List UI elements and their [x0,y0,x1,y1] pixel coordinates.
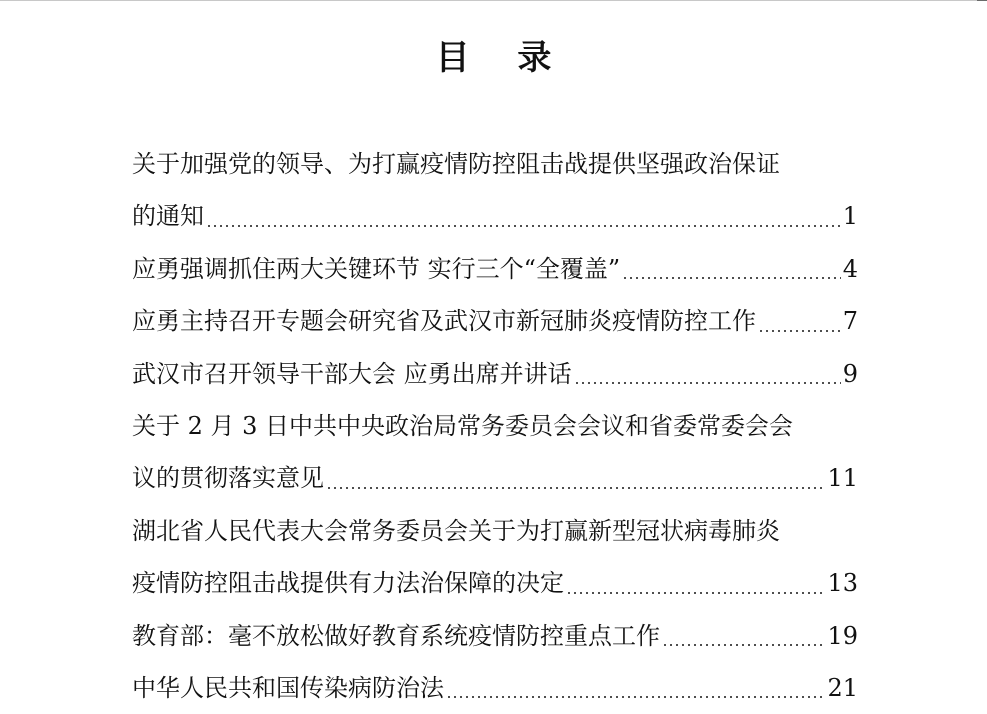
table-of-contents [132,138,858,714]
toc-entry-title: 中华人民共和国传染病防治法 [132,673,444,702]
page-corner-mark [977,0,987,1]
dot-leader [574,382,841,384]
toc-entry-title-line: 关于 2 月 3 日中共中央政治局常务委员会会议和省委常委会会 [132,411,794,440]
dot-leader [758,330,841,332]
toc-entry-title: 应勇主持召开专题会研究省及武汉市新冠肺炎疫情防控工作 [132,307,756,336]
toc-entry-last-line [132,557,858,609]
toc-entry[interactable] [132,348,858,400]
toc-page-number: 19 [827,621,858,650]
toc-entry-title: 武汉市召开领导干部大会 应勇出席并讲话 [132,359,572,388]
toc-entry[interactable] [132,662,858,714]
toc-page-number: 7 [842,307,858,336]
toc-entry-title-tail: 议的贯彻落实意见 [132,464,324,493]
dot-leader [206,225,841,227]
toc-entry-last-line [132,243,858,295]
dot-leader [566,592,825,594]
toc-entry-last-line [132,190,858,242]
toc-entry-last-line [132,295,858,347]
page-title: 目 录 [435,38,570,78]
toc-entry-title-tail: 疫情防控阻击战提供有力法治保障的决定 [132,569,564,598]
toc-entry[interactable] [132,400,858,505]
toc-entry[interactable] [132,243,858,295]
toc-page-number: 9 [842,359,858,388]
toc-entry-last-line [132,662,858,714]
toc-entry-last-line [132,348,858,400]
dot-leader [622,277,841,279]
page-top-border [0,0,987,1]
toc-entry[interactable] [132,138,858,243]
toc-entry-title-line: 湖北省人民代表大会常务委员会关于为打赢新型冠状病毒肺炎 [132,516,780,545]
toc-entry-title: 教育部：毫不放松做好教育系统疫情防控重点工作 [132,621,660,650]
toc-entry[interactable] [132,295,858,347]
dot-leader [326,487,825,489]
dot-leader [446,696,825,698]
toc-entry[interactable] [132,610,858,662]
toc-entry-last-line [132,452,858,504]
toc-entry-title: 应勇强调抓住两大关键环节 实行三个“全覆盖” [132,254,621,283]
toc-page-number: 4 [842,254,858,283]
toc-entry-title-tail: 的通知 [132,202,204,231]
toc-page-number: 1 [842,202,858,231]
toc-page-number: 21 [827,673,858,702]
toc-entry-last-line [132,610,858,662]
dot-leader [662,644,825,646]
toc-entry-title-line: 关于加强党的领导、为打赢疫情防控阻击战提供坚强政治保证 [132,150,780,178]
toc-page-number: 13 [827,569,858,598]
toc-entry[interactable] [132,505,858,610]
toc-page-number: 11 [827,464,858,493]
